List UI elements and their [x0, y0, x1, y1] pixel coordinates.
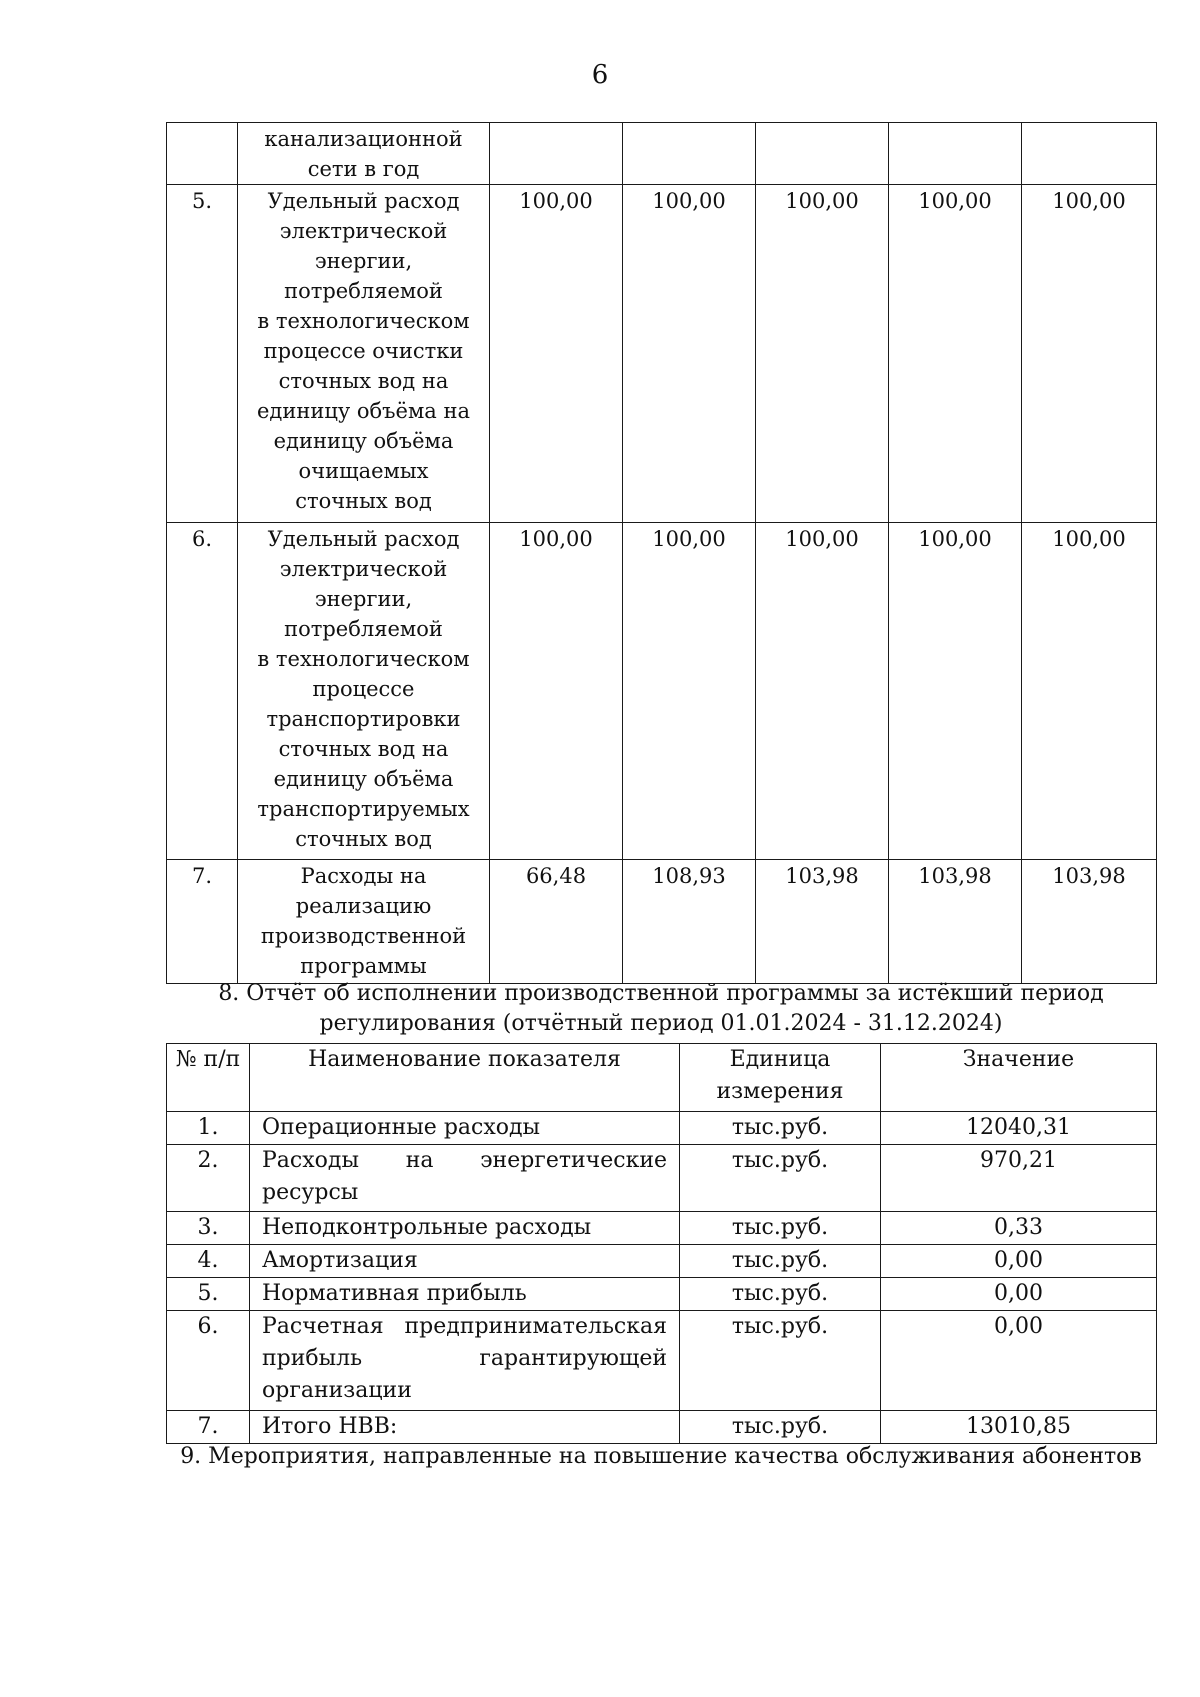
value-cell: 100,00	[490, 523, 623, 860]
report-table	[166, 1043, 1157, 1444]
indicators-table	[166, 122, 1157, 984]
value-cell: 970,21	[881, 1145, 1157, 1212]
row-number: 5.	[167, 185, 238, 523]
table-row	[167, 1112, 1157, 1145]
indicator-name: Расходы на энергетические ресурсы	[250, 1145, 680, 1212]
value-cell: 100,00	[1022, 523, 1157, 860]
table-row	[167, 185, 1157, 523]
page-number: 6	[591, 60, 609, 90]
row-number: 7.	[167, 860, 238, 984]
table-row	[167, 123, 1157, 185]
value-cell: 103,98	[1022, 860, 1157, 984]
unit-cell: тыс.руб.	[680, 1278, 881, 1311]
value-cell: 103,98	[756, 860, 889, 984]
indicator-name: Операционные расходы	[250, 1112, 680, 1145]
header-number: № п/п	[167, 1044, 250, 1112]
row-number: 1.	[167, 1112, 250, 1145]
section-8-title: 8. Отчёт об исполнении производственной программы за истёкший период регулирования (отчётный период 01.01.2024 - 31.12.2024)	[218, 981, 1104, 1036]
row-number: 4.	[167, 1245, 250, 1278]
value-cell: 100,00	[623, 523, 756, 860]
indicator-name: Нормативная прибыль	[250, 1278, 680, 1311]
indicator-name: Амортизация	[250, 1245, 680, 1278]
unit-cell: тыс.руб.	[680, 1112, 881, 1145]
table-row	[167, 1145, 1157, 1212]
table-row	[167, 1411, 1157, 1444]
value-cell	[1022, 123, 1157, 185]
value-cell: 100,00	[623, 185, 756, 523]
indicator-name: Удельный расход электрической энергии, потребляемой в технологическом процессе транспортировки сточных вод на единицу объёма транспортируемых сточных вод	[238, 523, 490, 860]
indicator-name: Расчетная предпринимательская прибыль гарантирующей организации	[250, 1311, 680, 1411]
indicator-name: канализационной сети в год	[238, 123, 490, 185]
value-cell	[623, 123, 756, 185]
value-cell	[889, 123, 1022, 185]
table-row	[167, 523, 1157, 860]
value-cell: 0,00	[881, 1245, 1157, 1278]
table-row	[167, 1212, 1157, 1245]
value-cell: 12040,31	[881, 1112, 1157, 1145]
row-number: 5.	[167, 1278, 250, 1311]
indicator-name: Неподконтрольные расходы	[250, 1212, 680, 1245]
value-cell: 100,00	[889, 523, 1022, 860]
row-number: 7.	[167, 1411, 250, 1444]
value-cell: 100,00	[889, 185, 1022, 523]
section-9-title: 9. Мероприятия, направленные на повышение качества обслуживания абонентов	[180, 1444, 1142, 1469]
table-row	[167, 860, 1157, 984]
row-number	[167, 123, 238, 185]
unit-cell: тыс.руб.	[680, 1311, 881, 1411]
value-cell: 100,00	[490, 185, 623, 523]
value-cell: 100,00	[756, 185, 889, 523]
value-cell: 100,00	[756, 523, 889, 860]
row-number: 3.	[167, 1212, 250, 1245]
value-cell: 100,00	[1022, 185, 1157, 523]
header-value: Значение	[881, 1044, 1157, 1112]
value-cell: 108,93	[623, 860, 756, 984]
value-cell: 0,00	[881, 1311, 1157, 1411]
unit-cell: тыс.руб.	[680, 1145, 881, 1212]
unit-cell: тыс.руб.	[680, 1212, 881, 1245]
value-cell	[756, 123, 889, 185]
indicator-name: Итого НВВ:	[250, 1411, 680, 1444]
value-cell: 0,33	[881, 1212, 1157, 1245]
indicator-name: Удельный расход электрической энергии, потребляемой в технологическом процессе очистки сточных вод на единицу объёма на единицу объёма очищаемых сточных вод	[238, 185, 490, 523]
table-row	[167, 1245, 1157, 1278]
value-cell: 103,98	[889, 860, 1022, 984]
table-header-row	[167, 1044, 1157, 1112]
value-cell	[490, 123, 623, 185]
value-cell: 66,48	[490, 860, 623, 984]
unit-cell: тыс.руб.	[680, 1411, 881, 1444]
indicator-name: Расходы на реализацию производственной программы	[238, 860, 490, 984]
value-cell: 0,00	[881, 1278, 1157, 1311]
row-number: 6.	[167, 1311, 250, 1411]
unit-cell: тыс.руб.	[680, 1245, 881, 1278]
row-number: 2.	[167, 1145, 250, 1212]
table-row	[167, 1311, 1157, 1411]
table-row	[167, 1278, 1157, 1311]
header-unit: Единица измерения	[680, 1044, 881, 1112]
header-name: Наименование показателя	[250, 1044, 680, 1112]
value-cell: 13010,85	[881, 1411, 1157, 1444]
row-number: 6.	[167, 523, 238, 860]
